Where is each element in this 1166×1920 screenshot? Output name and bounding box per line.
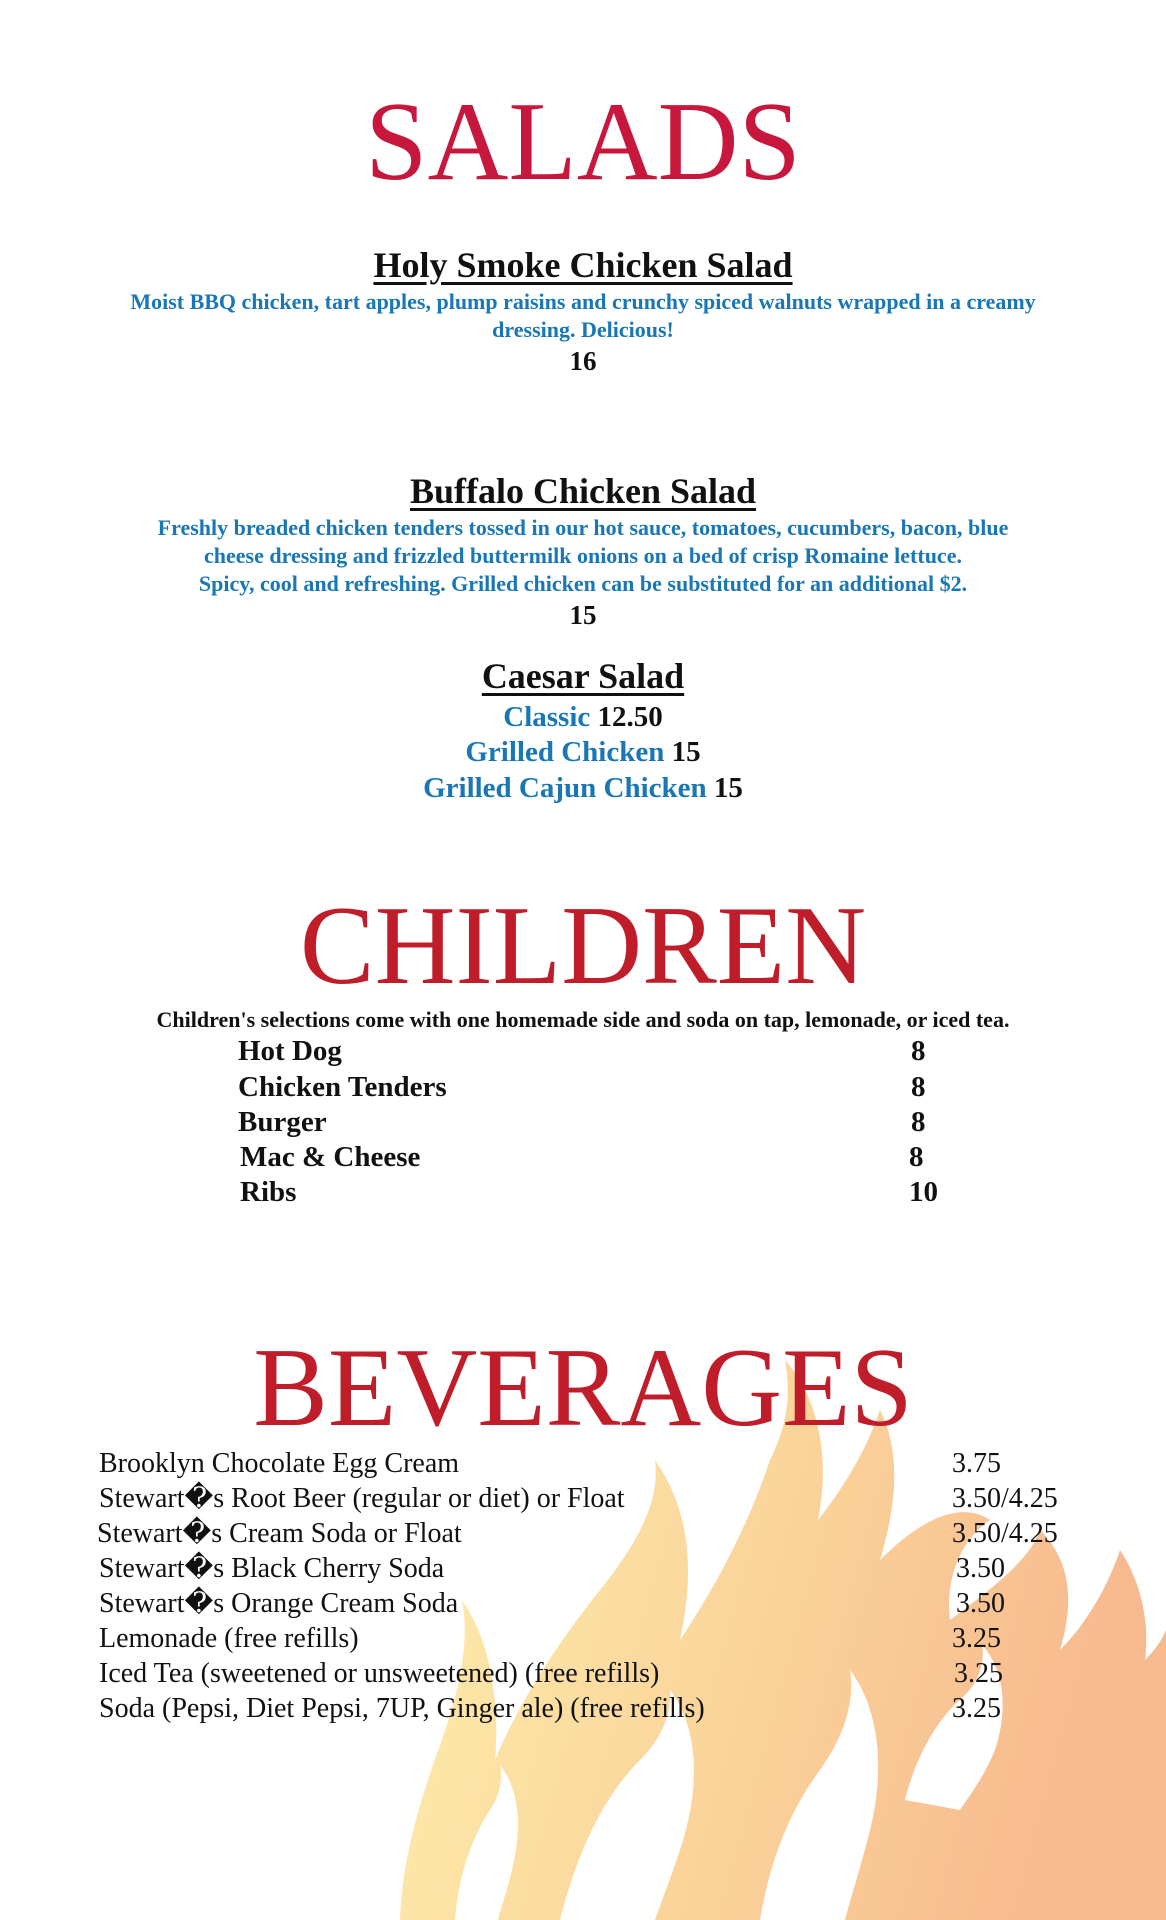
item-description: Moist BBQ chicken, tart apples, plump raisins and crunchy spiced walnuts wrapped in a creamy — [130, 289, 1036, 314]
beverage-name: Soda (Pepsi, Diet Pepsi, 7UP, Ginger ale) (free refills) — [99, 1693, 705, 1724]
caesar-variant — [0, 770, 1166, 806]
kids-item-name: Chicken Tenders — [238, 1071, 447, 1103]
salads-title: SALADS — [365, 80, 801, 204]
item-name-buffalo: Buffalo Chicken Salad — [409, 471, 757, 511]
kids-item-price: 8 — [909, 1141, 924, 1173]
beverage-name: Stewart�s Root Beer (regular or diet) or Float — [99, 1483, 625, 1514]
kids-item-name: Burger — [238, 1106, 327, 1138]
kids-item-price: 8 — [911, 1035, 926, 1067]
item-name-holy-smoke: Holy Smoke Chicken Salad — [373, 245, 793, 285]
beverage-name: Stewart�s Orange Cream Soda — [99, 1588, 459, 1619]
kids-item-price: 8 — [911, 1071, 926, 1103]
variant-name: Grilled Chicken — [465, 736, 665, 768]
beverage-price: 3.25 — [952, 1693, 1001, 1724]
beverage-price: 3.50/4.25 — [952, 1483, 1058, 1514]
beverage-name: Stewart�s Cream Soda or Float — [97, 1518, 462, 1549]
item-description: dressing. Delicious! — [492, 317, 674, 342]
beverage-price: 3.25 — [952, 1623, 1001, 1654]
kids-item-name: Mac & Cheese — [240, 1141, 421, 1173]
kids-item-name: Ribs — [240, 1176, 297, 1208]
item-price: 16 — [569, 346, 597, 376]
beverage-name: Iced Tea (sweetened or unsweetened) (free refills) — [99, 1658, 660, 1689]
beverage-name: Stewart�s Black Cherry Soda — [99, 1553, 445, 1584]
beverage-price: 3.50 — [956, 1553, 1005, 1584]
children-note: Children's selections come with one homemade side and soda on tap, lemonade, or iced tea. — [156, 1007, 1010, 1032]
variant-price: 12.50 — [597, 701, 663, 733]
variant-name: Grilled Cajun Chicken — [423, 772, 707, 804]
beverage-price: 3.50/4.25 — [952, 1518, 1058, 1549]
item-description: Spicy, cool and refreshing. Grilled chicken can be substituted for an additional $2. — [198, 571, 968, 596]
beverage-price: 3.50 — [956, 1588, 1005, 1619]
variant-price: 15 — [671, 736, 701, 768]
beverage-price: 3.25 — [954, 1658, 1003, 1689]
caesar-variant — [0, 699, 1166, 735]
variant-price: 15 — [713, 772, 743, 804]
caesar-variant — [0, 734, 1166, 770]
beverage-price: 3.75 — [952, 1448, 1001, 1479]
children-title: CHILDREN — [299, 884, 867, 1008]
variant-name: Classic — [503, 701, 591, 733]
beverage-name: Brooklyn Chocolate Egg Cream — [99, 1448, 460, 1479]
item-name-caesar: Caesar Salad — [481, 656, 685, 696]
item-description: cheese dressing and frizzled buttermilk onions on a bed of crisp Romaine lettuce. — [204, 543, 962, 568]
beverage-name: Lemonade (free refills) — [99, 1623, 359, 1654]
kids-item-name: Hot Dog — [238, 1035, 342, 1067]
item-description: Freshly breaded chicken tenders tossed in our hot sauce, tomatoes, cucumbers, bacon, blue — [157, 515, 1009, 540]
beverages-title: BEVERAGES — [253, 1326, 913, 1450]
kids-item-price: 8 — [911, 1106, 926, 1138]
kids-item-price: 10 — [909, 1176, 938, 1208]
item-price: 15 — [569, 600, 597, 630]
